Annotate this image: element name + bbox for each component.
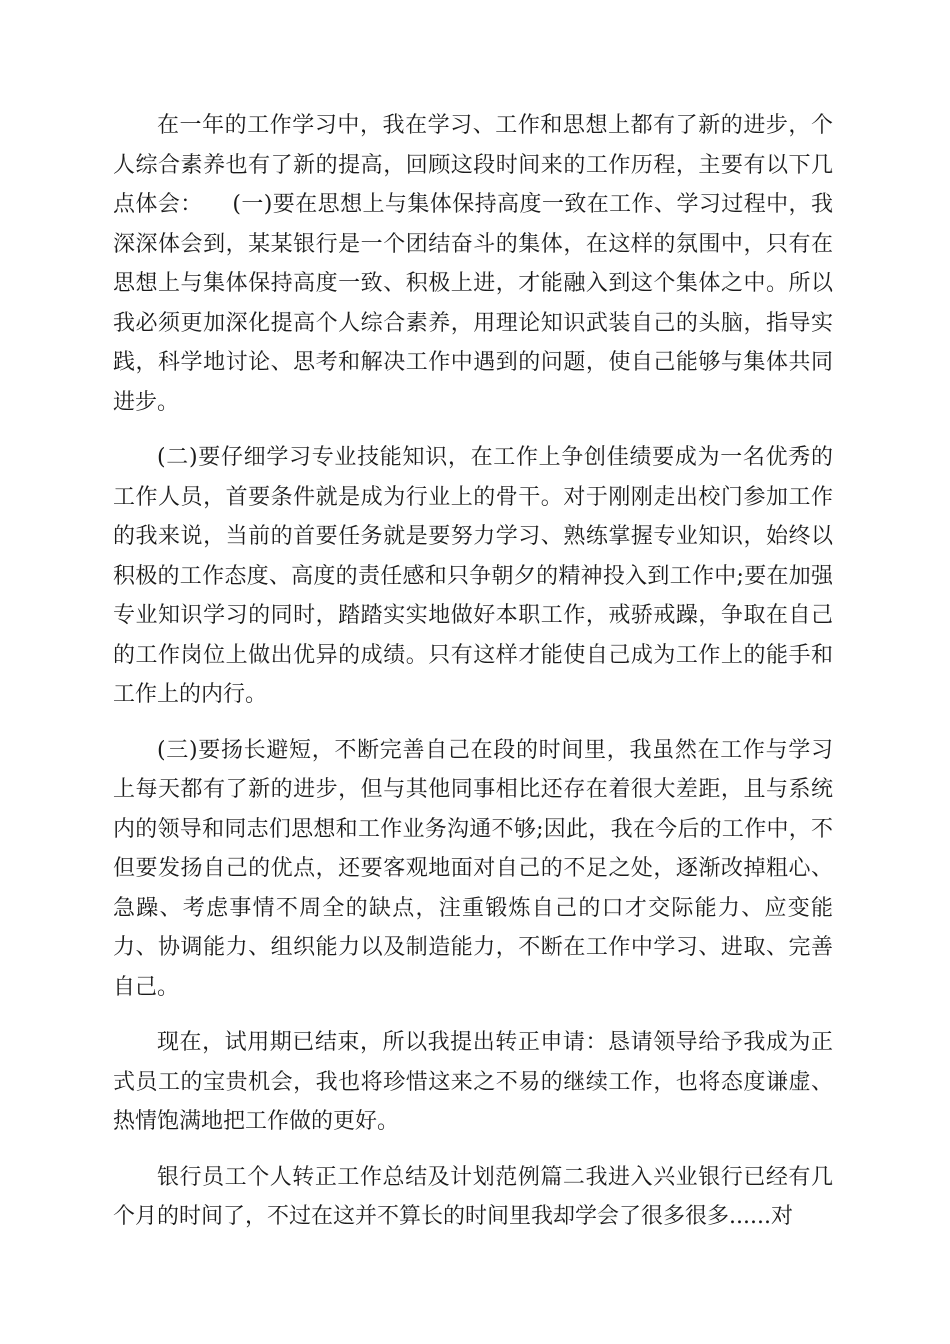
paragraph-2: (二)要仔细学习专业技能知识，在工作上争创佳绩要成为一名优秀的工作人员，首要条件就是成为行业上的骨干。对于刚刚走出校门参加工作的我来说，当前的首要任务就是要努力学习、熟练掌握专业知识，始终以积极的工作态度、高度的责任感和只争朝夕的精神投入到工作中;要在加强专业知识学习的同时，踏踏实实地做好本职工作，戒骄戒躁，争取在自己的工作岗位上做出优异的成绩。只有这样才能使自己成为工作上的能手和工作上的内行。 — [113, 445, 833, 707]
paragraph-5: 银行员工个人转正工作总结及计划范例篇二我进入兴业银行已经有几个月的时间了，不过在这并不算长的时间里我却学会了很多很多......对 — [113, 1164, 833, 1229]
paragraph-4: 现在，试用期已结束，所以我提出转正申请：恳请领导给予我成为正式员工的宝贵机会，我也将珍惜这来之不易的继续工作，也将态度谦虚、热情饱满地把工作做的更好。 — [113, 1030, 833, 1134]
paragraph-1: 在一年的工作学习中，我在学习、工作和思想上都有了新的进步，个人综合素养也有了新的提高，回顾这段时间来的工作历程，主要有以下几点体会： (一)要在思想上与集体保持高度一致在工作、学习过程中，我深深体会到，某某银行是一个团结奋斗的集体，在这样的氛围中，只有在思想上与集体保持高度一致、积极上进，才能融入到这个集体之中。所以我必须更加深化提高个人综合素养，用理论知识武装自己的头脑，指导实践，科学地讨论、思考和解决工作中遇到的问题，使自己能够与集体共同进步。 — [113, 113, 833, 415]
document-page — [113, 106, 833, 1253]
paragraph-3: (三)要扬长避短，不断完善自己在段的时间里，我虽然在工作与学习上每天都有了新的进步，但与其他同事相比还存在着很大差距，且与系统内的领导和同志们思想和工作业务沟通不够;因此，我在今后的工作中，不但要发扬自己的优点，还要客观地面对自己的不足之处，逐渐改掉粗心、急躁、考虑事情不周全的缺点，注重锻炼自己的口才交际能力、应变能力、协调能力、组织能力以及制造能力，不断在工作中学习、进取、完善自己。 — [113, 737, 833, 1000]
